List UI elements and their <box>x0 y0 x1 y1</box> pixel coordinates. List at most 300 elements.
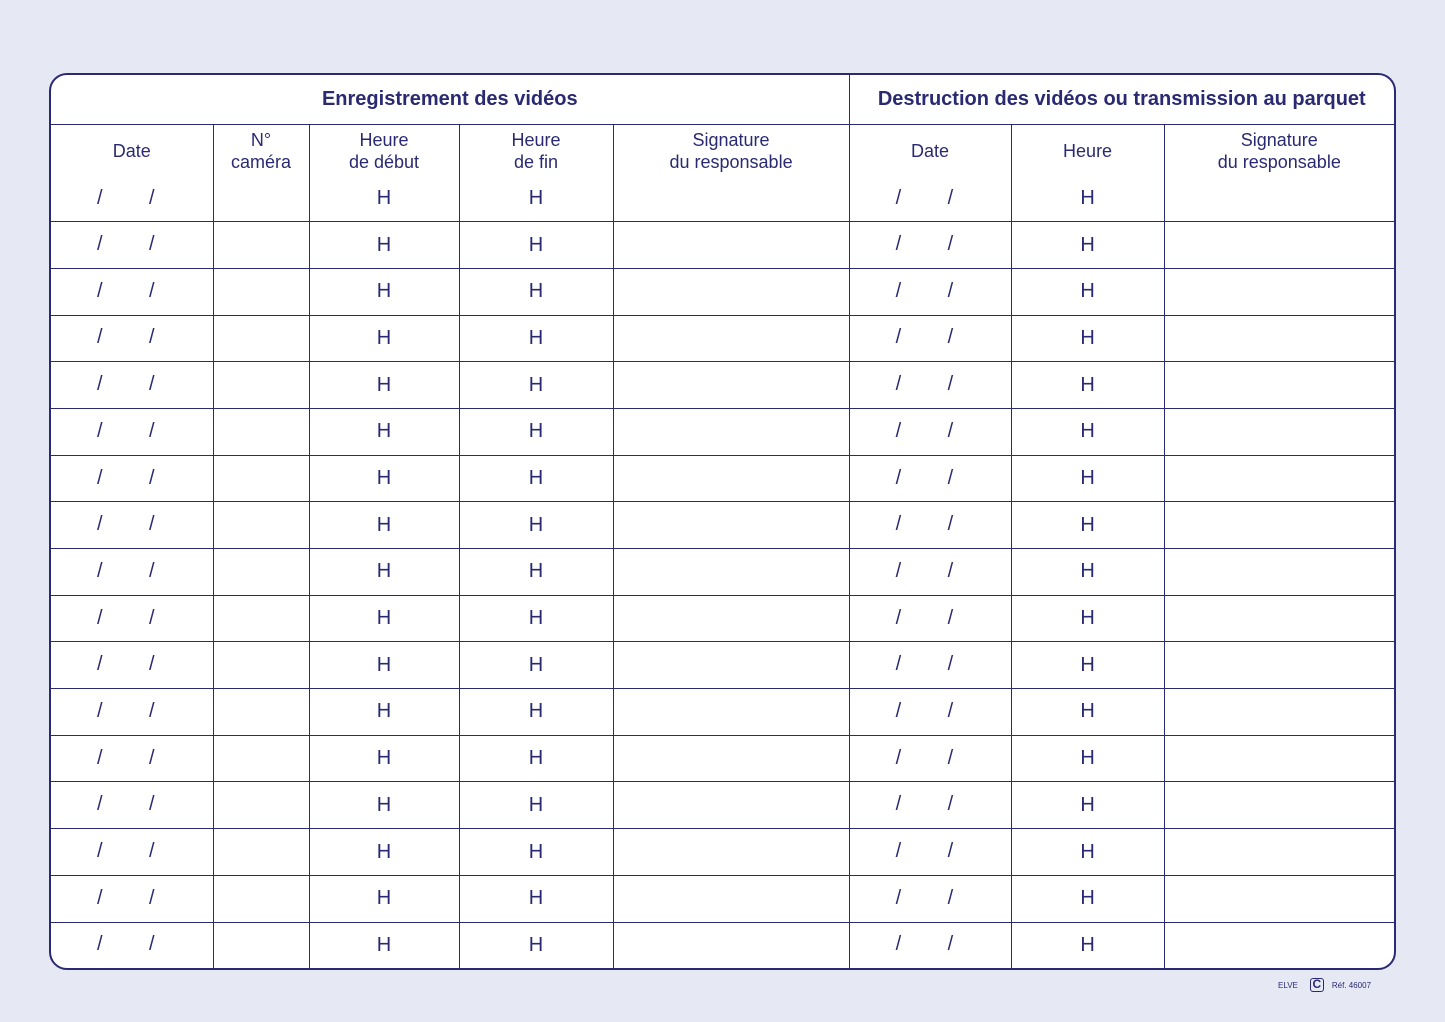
date-separator: / <box>149 373 155 396</box>
date-separator: / <box>97 886 103 909</box>
start-time-cell[interactable] <box>309 689 459 736</box>
hour-marker: H <box>1080 700 1095 723</box>
hour-marker: H <box>528 187 544 210</box>
rec-date-cell[interactable] <box>51 735 213 782</box>
rec-signature-cell[interactable] <box>613 735 849 782</box>
date-separator: / <box>149 513 155 536</box>
date-separator: / <box>895 699 902 722</box>
header-line: N° <box>250 129 272 150</box>
dest-date-cell[interactable] <box>849 782 1011 829</box>
start-time-cell[interactable] <box>309 268 459 315</box>
date-separator: / <box>149 793 155 816</box>
destruction-section-title: Destruction des vidéos ou transmission au parquet <box>849 75 1394 125</box>
date-separator: / <box>947 746 954 769</box>
rec-date-cell[interactable] <box>51 176 213 222</box>
start-time-cell[interactable] <box>309 315 459 362</box>
start-time-cell[interactable] <box>309 735 459 782</box>
rec-signature-cell[interactable] <box>613 315 849 362</box>
table-row <box>51 268 1394 315</box>
rec-date-cell[interactable] <box>51 315 213 362</box>
date-separator: / <box>895 326 902 349</box>
rec-signature-cell[interactable] <box>613 595 849 642</box>
date-separator: / <box>97 326 103 349</box>
start-time-cell[interactable] <box>309 642 459 689</box>
rec-signature-cell[interactable] <box>613 502 849 549</box>
rec-date-cell[interactable] <box>51 595 213 642</box>
hour-marker: H <box>528 420 544 443</box>
hour-marker: H <box>528 326 544 349</box>
dest-signature-cell[interactable] <box>1164 875 1394 922</box>
rec-signature-cell[interactable] <box>613 222 849 269</box>
rec-signature-cell[interactable] <box>613 642 849 689</box>
header-line: Signature <box>1240 129 1318 150</box>
header-end-time <box>459 125 613 177</box>
start-time-cell[interactable] <box>309 222 459 269</box>
date-separator: / <box>97 606 103 629</box>
rec-signature-cell[interactable] <box>613 268 849 315</box>
dest-signature-cell[interactable] <box>1164 549 1394 596</box>
column-header-row <box>51 125 1394 177</box>
camera-number-cell[interactable] <box>213 549 309 596</box>
date-separator: / <box>149 886 155 909</box>
hour-marker: H <box>528 513 544 536</box>
date-separator: / <box>149 326 155 349</box>
header-line: Heure <box>511 129 561 150</box>
rec-date-cell[interactable] <box>51 268 213 315</box>
date-separator: / <box>947 840 954 863</box>
date-separator: / <box>947 513 954 536</box>
end-time-cell[interactable] <box>459 549 613 596</box>
date-separator: / <box>97 699 103 722</box>
dest-date-cell[interactable] <box>849 362 1011 409</box>
dest-signature-cell[interactable] <box>1164 315 1394 362</box>
camera-number-cell[interactable] <box>213 642 309 689</box>
dest-time-cell[interactable] <box>1011 455 1164 502</box>
date-separator: / <box>97 186 103 209</box>
dest-time-cell[interactable] <box>1011 735 1164 782</box>
table-row <box>51 362 1394 409</box>
rec-date-cell[interactable] <box>51 408 213 455</box>
dest-time-cell[interactable] <box>1011 595 1164 642</box>
date-separator: / <box>895 373 902 396</box>
date-separator: / <box>895 186 902 209</box>
table-row <box>51 549 1394 596</box>
start-time-cell[interactable] <box>309 922 459 968</box>
rec-signature-cell[interactable] <box>613 176 849 222</box>
date-separator: / <box>947 653 954 676</box>
end-time-cell[interactable] <box>459 222 613 269</box>
dest-signature-cell[interactable] <box>1164 642 1394 689</box>
dest-date-cell[interactable] <box>849 408 1011 455</box>
rec-date-cell[interactable] <box>51 829 213 876</box>
hour-marker: H <box>376 700 392 723</box>
hour-marker: H <box>376 373 392 396</box>
date-separator: / <box>895 513 902 536</box>
recording-section-title: Enregistrement des vidéos <box>51 75 849 125</box>
camera-number-cell[interactable] <box>213 455 309 502</box>
date-separator: / <box>149 933 155 956</box>
table-row <box>51 408 1394 455</box>
date-separator: / <box>895 606 902 629</box>
camera-number-cell[interactable] <box>213 408 309 455</box>
dest-time-cell[interactable] <box>1011 829 1164 876</box>
date-separator: / <box>149 840 155 863</box>
table-row <box>51 735 1394 782</box>
rec-signature-cell[interactable] <box>613 875 849 922</box>
start-time-cell[interactable] <box>309 176 459 222</box>
camera-number-cell[interactable] <box>213 176 309 222</box>
rec-date-cell[interactable] <box>51 922 213 968</box>
date-separator: / <box>149 653 155 676</box>
hour-marker: H <box>1080 420 1095 443</box>
table-row <box>51 455 1394 502</box>
date-separator: / <box>149 699 155 722</box>
date-separator: / <box>895 419 902 442</box>
hour-marker: H <box>376 653 392 676</box>
dest-signature-cell[interactable] <box>1164 689 1394 736</box>
date-separator: / <box>947 933 954 956</box>
rec-signature-cell[interactable] <box>613 408 849 455</box>
dest-signature-cell[interactable] <box>1164 362 1394 409</box>
dest-time-cell[interactable] <box>1011 922 1164 968</box>
header-dest-signature <box>1164 125 1394 177</box>
camera-number-cell[interactable] <box>213 875 309 922</box>
start-time-cell[interactable] <box>309 782 459 829</box>
camera-number-cell[interactable] <box>213 362 309 409</box>
header-line: de début <box>348 151 420 172</box>
date-separator: / <box>895 653 902 676</box>
end-time-cell[interactable] <box>459 689 613 736</box>
dest-time-cell[interactable] <box>1011 689 1164 736</box>
date-separator: / <box>895 279 902 302</box>
end-time-cell[interactable] <box>459 642 613 689</box>
dest-date-cell[interactable] <box>849 922 1011 968</box>
header-line: de fin <box>513 151 559 172</box>
header-rec-signature <box>613 125 849 177</box>
rec-date-cell[interactable] <box>51 455 213 502</box>
dest-date-cell[interactable] <box>849 735 1011 782</box>
hour-marker: H <box>1080 467 1095 489</box>
date-separator: / <box>97 840 103 863</box>
hour-marker: H <box>376 747 392 770</box>
hour-marker: H <box>376 560 392 583</box>
reference-number: Réf. 46007 <box>1331 980 1372 990</box>
hour-marker: H <box>1080 887 1095 910</box>
table-row <box>51 782 1394 829</box>
header-dest-time <box>1011 125 1164 177</box>
end-time-cell[interactable] <box>459 315 613 362</box>
date-separator: / <box>97 419 103 442</box>
dest-signature-cell[interactable] <box>1164 922 1394 968</box>
dest-time-cell[interactable] <box>1011 268 1164 315</box>
date-separator: / <box>149 419 155 442</box>
end-time-cell[interactable] <box>459 362 613 409</box>
date-separator: / <box>895 466 902 489</box>
hour-marker: H <box>528 607 544 630</box>
dest-time-cell[interactable] <box>1011 642 1164 689</box>
dest-time-cell[interactable] <box>1011 315 1164 362</box>
hour-marker: H <box>1080 326 1095 349</box>
start-time-cell[interactable] <box>309 408 459 455</box>
hour-marker: H <box>528 653 544 676</box>
dest-date-cell[interactable] <box>849 642 1011 689</box>
dest-date-cell[interactable] <box>849 268 1011 315</box>
table-row <box>51 176 1394 222</box>
dest-signature-cell[interactable] <box>1164 595 1394 642</box>
date-separator: / <box>895 746 902 769</box>
hour-marker: H <box>376 467 392 489</box>
rec-signature-cell[interactable] <box>613 362 849 409</box>
dest-signature-cell[interactable] <box>1164 782 1394 829</box>
camera-number-cell[interactable] <box>213 922 309 968</box>
hour-marker: H <box>376 233 392 256</box>
camera-number-cell[interactable] <box>213 502 309 549</box>
hour-marker: H <box>376 513 392 536</box>
date-separator: / <box>97 513 103 536</box>
date-separator: / <box>947 886 954 909</box>
header-line: Signature <box>692 129 770 150</box>
rec-signature-cell[interactable] <box>613 689 849 736</box>
start-time-cell[interactable] <box>309 549 459 596</box>
dest-signature-cell[interactable] <box>1164 829 1394 876</box>
rec-signature-cell[interactable] <box>613 782 849 829</box>
dest-date-cell[interactable] <box>849 689 1011 736</box>
start-time-cell[interactable] <box>309 502 459 549</box>
date-separator: / <box>149 559 155 582</box>
rec-date-cell[interactable] <box>51 689 213 736</box>
date-separator: / <box>149 746 155 769</box>
table-row <box>51 875 1394 922</box>
date-separator: / <box>97 793 103 816</box>
dest-date-cell[interactable] <box>849 176 1011 222</box>
header-line: Heure <box>359 129 409 150</box>
dest-date-cell[interactable] <box>849 549 1011 596</box>
header-line: Date <box>911 140 950 161</box>
dest-signature-cell[interactable] <box>1164 408 1394 455</box>
date-separator: / <box>97 559 103 582</box>
date-separator: / <box>895 933 902 956</box>
dest-date-cell[interactable] <box>849 455 1011 502</box>
table-row <box>51 642 1394 689</box>
hour-marker: H <box>376 187 392 210</box>
end-time-cell[interactable] <box>459 455 613 502</box>
hour-marker: H <box>528 280 544 303</box>
hour-marker: H <box>528 840 544 863</box>
dest-signature-cell[interactable] <box>1164 176 1394 222</box>
dest-date-cell[interactable] <box>849 315 1011 362</box>
hour-marker: H <box>528 793 544 816</box>
dest-date-cell[interactable] <box>849 502 1011 549</box>
date-separator: / <box>895 886 902 909</box>
date-separator: / <box>947 606 954 629</box>
header-line: Date <box>112 140 151 161</box>
hour-marker: H <box>1080 233 1095 256</box>
header-line: du responsable <box>1217 151 1341 172</box>
hour-marker: H <box>376 840 392 863</box>
date-separator: / <box>947 373 954 396</box>
date-separator: / <box>947 419 954 442</box>
date-separator: / <box>895 233 902 256</box>
hour-marker: H <box>528 700 544 723</box>
header-rec-date <box>51 125 213 177</box>
date-separator: / <box>947 466 954 489</box>
end-time-cell[interactable] <box>459 875 613 922</box>
date-separator: / <box>97 466 103 489</box>
date-separator: / <box>97 373 103 396</box>
rec-signature-cell[interactable] <box>613 922 849 968</box>
camera-number-cell[interactable] <box>213 735 309 782</box>
copyright-icon: C <box>1310 978 1324 992</box>
date-separator: / <box>97 933 103 956</box>
hour-marker: H <box>376 280 392 303</box>
header-line: du responsable <box>669 151 793 172</box>
date-separator: / <box>149 233 155 256</box>
hour-marker: H <box>528 467 544 489</box>
table-row <box>51 689 1394 736</box>
table-row <box>51 502 1394 549</box>
dest-signature-cell[interactable] <box>1164 502 1394 549</box>
hour-marker: H <box>1080 653 1095 676</box>
hour-marker: H <box>1080 607 1095 630</box>
dest-time-cell[interactable] <box>1011 502 1164 549</box>
rec-date-cell[interactable] <box>51 222 213 269</box>
form-footer <box>1278 978 1371 992</box>
start-time-cell[interactable] <box>309 455 459 502</box>
date-separator: / <box>947 233 954 256</box>
hour-marker: H <box>1080 560 1095 583</box>
dest-date-cell[interactable] <box>849 875 1011 922</box>
camera-number-cell[interactable] <box>213 829 309 876</box>
header-dest-date <box>849 125 1011 177</box>
hour-marker: H <box>1080 280 1095 303</box>
date-separator: / <box>895 559 902 582</box>
start-time-cell[interactable] <box>309 875 459 922</box>
date-separator: / <box>947 699 954 722</box>
hour-marker: H <box>528 233 544 256</box>
dest-time-cell[interactable] <box>1011 176 1164 222</box>
hour-marker: H <box>1080 513 1095 536</box>
hour-marker: H <box>376 326 392 349</box>
date-separator: / <box>149 279 155 302</box>
rec-date-cell[interactable] <box>51 782 213 829</box>
dest-date-cell[interactable] <box>849 595 1011 642</box>
rec-date-cell[interactable] <box>51 875 213 922</box>
date-separator: / <box>97 746 103 769</box>
hour-marker: H <box>528 373 544 396</box>
camera-number-cell[interactable] <box>213 689 309 736</box>
date-separator: / <box>895 793 902 816</box>
end-time-cell[interactable] <box>459 268 613 315</box>
table-row <box>51 222 1394 269</box>
hour-marker: H <box>528 747 544 770</box>
date-separator: / <box>149 606 155 629</box>
header-line: caméra <box>230 151 292 172</box>
hour-marker: H <box>376 933 392 956</box>
form-sheet <box>49 73 1396 970</box>
end-time-cell[interactable] <box>459 595 613 642</box>
log-rows <box>51 176 1394 968</box>
table-row <box>51 595 1394 642</box>
hour-marker: H <box>376 793 392 816</box>
hour-marker: H <box>528 560 544 583</box>
dest-signature-cell[interactable] <box>1164 735 1394 782</box>
header-line: Heure <box>1063 140 1113 161</box>
table-row <box>51 922 1394 968</box>
rec-date-cell[interactable] <box>51 642 213 689</box>
rec-signature-cell[interactable] <box>613 829 849 876</box>
camera-number-cell[interactable] <box>213 595 309 642</box>
rec-date-cell[interactable] <box>51 502 213 549</box>
hour-marker: H <box>1080 840 1095 863</box>
end-time-cell[interactable] <box>459 922 613 968</box>
dest-time-cell[interactable] <box>1011 875 1164 922</box>
date-separator: / <box>97 279 103 302</box>
dest-date-cell[interactable] <box>849 829 1011 876</box>
header-start-time <box>309 125 459 177</box>
table-row <box>51 829 1394 876</box>
date-separator: / <box>947 326 954 349</box>
date-separator: / <box>895 840 902 863</box>
end-time-cell[interactable] <box>459 502 613 549</box>
date-separator: / <box>947 279 954 302</box>
dest-date-cell[interactable] <box>849 222 1011 269</box>
end-time-cell[interactable] <box>459 782 613 829</box>
hour-marker: H <box>528 933 544 956</box>
table-row <box>51 315 1394 362</box>
date-separator: / <box>149 466 155 489</box>
dest-signature-cell[interactable] <box>1164 268 1394 315</box>
hour-marker: H <box>1080 747 1095 770</box>
dest-signature-cell[interactable] <box>1164 455 1394 502</box>
dest-time-cell[interactable] <box>1011 549 1164 596</box>
date-separator: / <box>97 233 103 256</box>
dest-time-cell[interactable] <box>1011 222 1164 269</box>
hour-marker: H <box>1080 373 1095 396</box>
camera-number-cell[interactable] <box>213 782 309 829</box>
hour-marker: H <box>376 607 392 630</box>
date-separator: / <box>947 559 954 582</box>
start-time-cell[interactable] <box>309 829 459 876</box>
camera-number-cell[interactable] <box>213 268 309 315</box>
rec-signature-cell[interactable] <box>613 455 849 502</box>
hour-marker: H <box>1080 933 1095 956</box>
dest-signature-cell[interactable] <box>1164 222 1394 269</box>
date-separator: / <box>947 793 954 816</box>
end-time-cell[interactable] <box>459 829 613 876</box>
video-log-table <box>51 75 1394 968</box>
rec-date-cell[interactable] <box>51 362 213 409</box>
rec-signature-cell[interactable] <box>613 549 849 596</box>
header-camera-number <box>213 125 309 177</box>
date-separator: / <box>947 186 954 209</box>
rec-date-cell[interactable] <box>51 549 213 596</box>
start-time-cell[interactable] <box>309 362 459 409</box>
hour-marker: H <box>376 887 392 910</box>
end-time-cell[interactable] <box>459 176 613 222</box>
hour-marker: H <box>528 887 544 910</box>
camera-number-cell[interactable] <box>213 222 309 269</box>
brand-name: ELVE <box>1278 980 1298 990</box>
end-time-cell[interactable] <box>459 735 613 782</box>
end-time-cell[interactable] <box>459 408 613 455</box>
hour-marker: H <box>1080 187 1095 210</box>
date-separator: / <box>97 653 103 676</box>
dest-time-cell[interactable] <box>1011 362 1164 409</box>
dest-time-cell[interactable] <box>1011 782 1164 829</box>
start-time-cell[interactable] <box>309 595 459 642</box>
camera-number-cell[interactable] <box>213 315 309 362</box>
dest-time-cell[interactable] <box>1011 408 1164 455</box>
